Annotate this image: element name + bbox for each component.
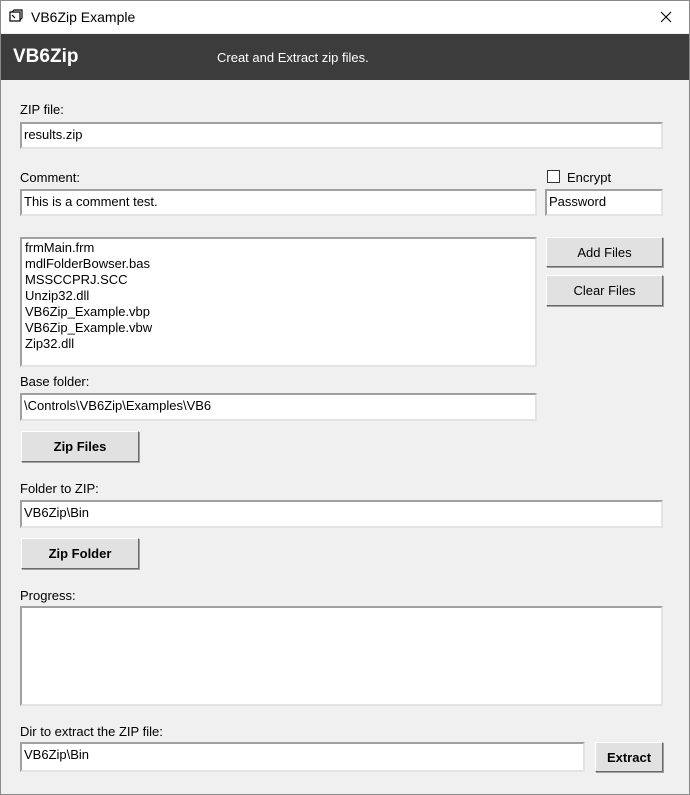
folder-to-zip-input[interactable]: VB6Zip\Bin: [20, 500, 663, 528]
close-button[interactable]: [643, 1, 689, 33]
window-title: VB6Zip Example: [31, 9, 136, 25]
zip-folder-button[interactable]: Zip Folder: [21, 538, 139, 569]
title-bar: [1, 1, 689, 33]
clear-files-button[interactable]: Clear Files: [546, 275, 663, 306]
extract-dir-input[interactable]: VB6Zip\Bin: [20, 742, 585, 772]
list-item[interactable]: MSSCCPRJ.SCC: [25, 272, 128, 287]
close-icon: [660, 11, 672, 23]
zip-file-label: ZIP file:: [20, 102, 64, 117]
zip-files-button[interactable]: Zip Files: [21, 431, 139, 462]
encrypt-label[interactable]: Encrypt: [567, 170, 612, 185]
app-icon: [9, 9, 23, 23]
list-item[interactable]: frmMain.frm: [25, 240, 95, 255]
comment-label: Comment:: [20, 170, 80, 185]
extract-dir-label: Dir to extract the ZIP file:: [20, 724, 163, 739]
password-input[interactable]: Password: [545, 189, 663, 216]
encrypt-checkbox[interactable]: [547, 170, 560, 183]
base-folder-input[interactable]: \Controls\VB6Zip\Examples\VB6: [20, 393, 537, 421]
folder-to-zip-label: Folder to ZIP:: [20, 481, 99, 496]
list-item[interactable]: mdlFolderBowser.bas: [25, 256, 150, 271]
extract-button[interactable]: Extract: [595, 742, 663, 772]
progress-textarea[interactable]: [20, 606, 663, 706]
list-item[interactable]: Zip32.dll: [25, 336, 75, 351]
list-item[interactable]: VB6Zip_Example.vbp: [25, 304, 151, 319]
header-subtitle: Creat and Extract zip files.: [217, 50, 369, 65]
progress-label: Progress:: [20, 588, 76, 603]
files-list[interactable]: [20, 237, 537, 367]
add-files-button[interactable]: Add Files: [546, 237, 663, 267]
comment-input[interactable]: This is a comment test.: [20, 189, 537, 216]
app-header: [1, 34, 689, 80]
base-folder-label: Base folder:: [20, 374, 90, 389]
list-item[interactable]: VB6Zip_Example.vbw: [25, 320, 153, 335]
header-title: VB6Zip: [13, 46, 79, 67]
zip-file-input[interactable]: results.zip: [20, 122, 663, 149]
list-item[interactable]: Unzip32.dll: [25, 288, 90, 303]
